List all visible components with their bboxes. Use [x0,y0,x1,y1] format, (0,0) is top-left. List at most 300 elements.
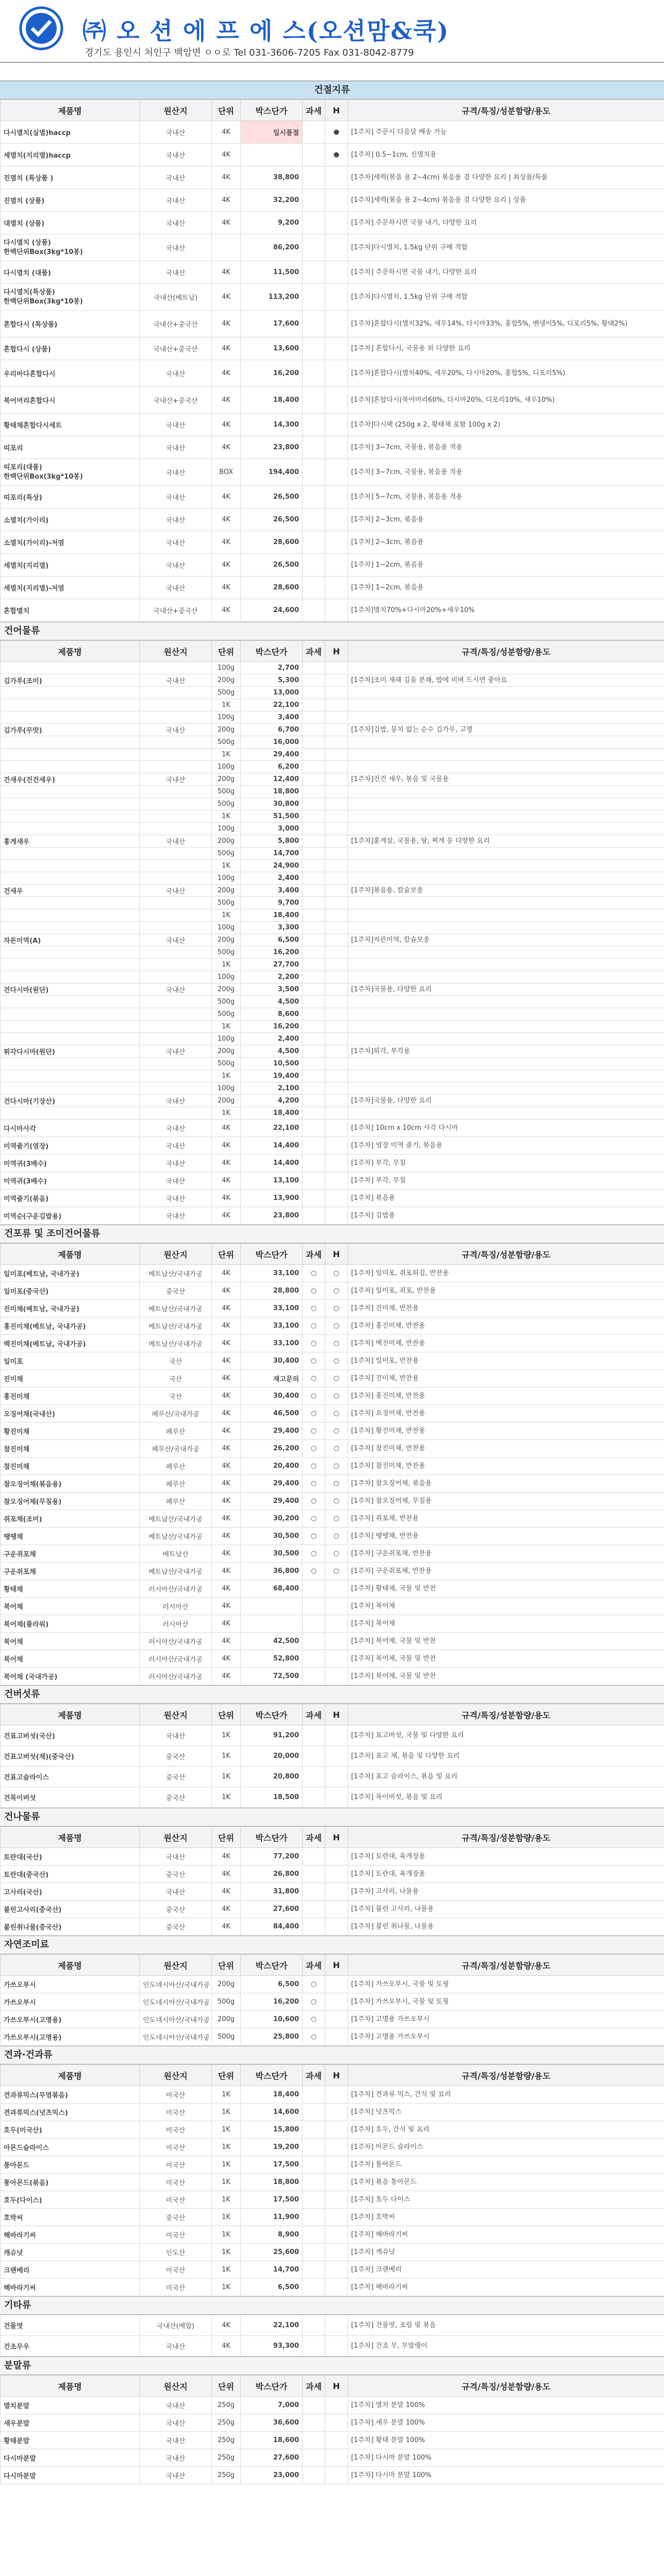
price-cell: 30,500 [241,1528,303,1545]
description-cell [348,897,664,909]
unit-cell: 4K [212,189,241,212]
unit-cell: 4K [212,337,241,360]
table-header-row [1,2376,664,2397]
price-cell: 72,500 [241,1668,303,1685]
origin-cell: 러시아산 [140,1615,212,1633]
unit-cell: 4K [212,1120,241,1137]
tax-cell [303,810,325,823]
haccp-cell [325,1901,348,1918]
product-name: 고사리(국산) [1,1883,140,1901]
tax-cell [303,2414,325,2432]
table-row [1,1993,664,2011]
description-cell [348,922,664,934]
table-header-row [1,100,664,121]
column-header: 단위 [212,1704,241,1725]
description-cell [348,823,664,835]
product-name: 해바라기씨 [1,2226,140,2244]
product-name [1,699,140,711]
column-header: 원산지 [140,1827,212,1848]
table-row [1,1545,664,1563]
haccp-cell [325,1725,348,1746]
description-cell: [1주차] 멸치 분말 100% [348,2397,664,2414]
unit-cell: 1K [212,2104,241,2121]
price-cell: 26,500 [241,486,303,509]
product-name [1,946,140,959]
product-name: 다시마사각 [1,1120,140,1137]
unit-cell: 4K [212,1282,241,1300]
price-cell: 14,600 [241,2104,303,2121]
product-name: 북어채 [1,1598,140,1615]
tax-cell [303,1082,325,1095]
table-row [1,2121,664,2139]
origin-cell [140,798,212,810]
haccp-cell [325,971,348,984]
unit-cell: 4K [212,1475,241,1493]
description-cell: [1주차] 황진미채, 반찬용 [348,1422,664,1440]
price-cell: 13,100 [241,1172,303,1190]
unit-cell: 4K [212,166,241,189]
description-cell: [1주차] 호두 다이스 [348,2191,664,2209]
unit-cell: 250g [212,2414,241,2432]
tax-cell: ○ [303,2028,325,2046]
column-header: 원산지 [140,1704,212,1725]
table-row [1,144,664,166]
price-cell: 52,800 [241,1650,303,1668]
product-name: 호두(미국산) [1,2121,140,2139]
unit-cell: 200g [212,1095,241,1107]
table-row [1,1493,664,1510]
description-cell: [1주차] 부각, 무침 [348,1172,664,1190]
price-cell: 22,100 [241,1120,303,1137]
description-cell: [1주차] 가쓰오부시, 국물 및 토핑 [348,1993,664,2011]
haccp-cell [325,1918,348,1936]
product-name [1,971,140,984]
price-cell: 51,500 [241,810,303,823]
tax-cell [303,121,325,144]
table-row [1,337,664,360]
description-cell: [1주차] 참진미채, 반찬용 [348,1440,664,1458]
product-name: 다시마분말 [1,2449,140,2467]
tax-cell [303,554,325,577]
tax-cell [303,1901,325,1918]
tax-cell [303,1580,325,1598]
description-cell [348,662,664,674]
table-row [1,1787,664,1808]
table-row [1,2086,664,2104]
description-cell: [1주차] 캐슈넛 [348,2244,664,2261]
tax-cell [303,166,325,189]
origin-cell [140,786,212,798]
haccp-cell [325,486,348,509]
unit-cell: 100g [212,971,241,984]
description-cell: [1주차] 북어채, 국물 및 반찬 [348,1668,664,1685]
origin-cell: 국내산 [140,166,212,189]
tax-cell [303,1008,325,1021]
column-header: 제품명 [1,1704,140,1725]
table-row [1,360,664,387]
table-row [1,1033,664,1045]
haccp-cell [325,1172,348,1190]
origin-cell: 베트남산/국내가공 [140,1335,212,1352]
table-row [1,872,664,885]
tax-cell: ○ [303,1405,325,1422]
unit-cell: 1K [212,2174,241,2191]
table-row [1,1918,664,1936]
product-name: 크랜베리 [1,2261,140,2279]
origin-cell: 국내산 [140,360,212,387]
product-name [1,848,140,860]
tax-cell [303,2156,325,2174]
unit-cell: 200g [212,773,241,786]
price-cell: 22,100 [241,699,303,711]
haccp-cell [325,1993,348,2011]
tax-cell [303,189,325,212]
tax-cell [303,1070,325,1082]
table-row [1,509,664,531]
description-cell [348,1033,664,1045]
unit-cell: 200g [212,934,241,946]
description-cell [348,996,664,1008]
price-cell: 10,600 [241,2011,303,2028]
product-name: 띠포리(특상) [1,486,140,509]
price-cell: 18,600 [241,2432,303,2449]
origin-cell: 중국산 [140,1767,212,1787]
tax-cell [303,711,325,724]
table-row [1,1045,664,1058]
unit-cell: 100g [212,922,241,934]
origin-cell: 국내산+중국산 [140,337,212,360]
product-name: 일미포(베트남, 국내가공) [1,1265,140,1282]
product-name: 건다시마(원단) [1,984,140,996]
column-header: 단위 [212,100,241,121]
origin-cell [140,848,212,860]
table-row [1,810,664,823]
table-row [1,2397,664,2414]
company-name: ㈜ 오 션 에 프 에 스(오션맘&쿡) [82,17,450,45]
table-row [1,1440,664,1458]
product-name [1,897,140,909]
tax-cell [303,459,325,486]
column-header: 규격/특징/성분함량/용도 [348,641,664,662]
origin-cell [140,996,212,1008]
tax-cell [303,848,325,860]
table-row [1,2279,664,2296]
unit-cell: 4K [212,1207,241,1225]
origin-cell: 국내산 [140,1155,212,1172]
haccp-cell: ○ [325,1300,348,1317]
haccp-cell [325,360,348,387]
unit-cell: 200g [212,1976,241,1993]
haccp-cell [325,436,348,459]
haccp-cell [325,848,348,860]
origin-cell [140,1033,212,1045]
origin-cell: 국내산 [140,2397,212,2414]
haccp-cell [325,786,348,798]
haccp-cell [325,2467,348,2484]
unit-cell: 4K [212,1901,241,1918]
unit-cell: 100g [212,1033,241,1045]
haccp-cell [325,1976,348,1993]
product-name: 가쓰오부시(고명용) [1,2028,140,2046]
tax-cell [303,1883,325,1901]
table-row [1,1615,664,1633]
product-name: 토란대(중국산) [1,1866,140,1883]
price-cell: 19,200 [241,2139,303,2156]
origin-cell [140,823,212,835]
origin-cell: 러시아산/국내가공 [140,1668,212,1685]
description-cell: [1주차] 다시마 분말 100% [348,2467,664,2484]
origin-cell: 국내산 [140,436,212,459]
unit-cell: 200g [212,2011,241,2028]
description-cell: [1주차] 오징어채, 반찬용 [348,1405,664,1422]
product-name: 쥐포채(조미) [1,1510,140,1528]
description-cell: [1주차] 김밥용 [348,1207,664,1225]
product-name: 호박씨 [1,2209,140,2226]
origin-cell [140,1070,212,1082]
haccp-cell [325,2414,348,2432]
haccp-cell [325,2397,348,2414]
haccp-cell [325,2261,348,2279]
table-row [1,2315,664,2336]
description-cell [348,798,664,810]
haccp-cell [325,1120,348,1137]
product-name: 불린취나물(중국산) [1,1918,140,1936]
table-row [1,1058,664,1070]
haccp-cell [325,1207,348,1225]
product-name [1,662,140,674]
table-row [1,711,664,724]
section-title: 건포류 및 조미건어물류 [0,1225,664,1243]
unit-cell: 4K [212,1155,241,1172]
product-name: 가쓰오부시 [1,1993,140,2011]
table-header-row [1,2065,664,2086]
description-cell [348,909,664,922]
origin-cell: 국내산 [140,674,212,687]
haccp-cell: ○ [325,1282,348,1300]
haccp-cell [325,2209,348,2226]
table-header-row [1,641,664,662]
origin-cell: 베트남산/국내가공 [140,1510,212,1528]
product-name: 건표고버섯(국산) [1,1725,140,1746]
column-header: 제품명 [1,2065,140,2086]
product-name: 북어채(플라워) [1,1615,140,1633]
tax-cell [303,1137,325,1155]
tax-cell [303,436,325,459]
unit-cell: 200g [212,674,241,687]
origin-cell: 국내산 [140,1725,212,1746]
unit-cell: 4K [212,1883,241,1901]
price-cell: 91,200 [241,1725,303,1746]
origin-cell: 중국산 [140,1918,212,1936]
price-cell: 29,400 [241,1493,303,1510]
description-cell: [1주차] 황태채, 국물 및 반찬 [348,1580,664,1598]
product-name: 건다시마(기장산) [1,1095,140,1107]
haccp-cell: ○ [325,1510,348,1528]
haccp-cell [325,984,348,996]
tax-cell: ○ [303,1335,325,1352]
tax-cell [303,2397,325,2414]
table-row [1,1120,664,1137]
column-header: 단위 [212,1827,241,1848]
origin-cell: 중국산 [140,2209,212,2226]
table-row [1,922,664,934]
tax-cell: ○ [303,1440,325,1458]
tax-cell: ○ [303,1387,325,1405]
haccp-cell [325,2139,348,2156]
price-cell: 46,500 [241,1405,303,1422]
product-name: 세멸치(지리멸)haccp [1,144,140,166]
origin-cell [140,946,212,959]
price-cell: 5,300 [241,674,303,687]
haccp-cell [325,2226,348,2244]
haccp-cell [325,2244,348,2261]
product-name [1,1082,140,1095]
description-cell: [1주차] 건조 무, 무말랭이 [348,2336,664,2357]
column-header: H [325,1244,348,1265]
tax-cell [303,2209,325,2226]
origin-cell [140,1008,212,1021]
product-name: 참오징어채(볶음용) [1,1475,140,1493]
unit-cell: 500g [212,897,241,909]
price-cell: 3,000 [241,823,303,835]
tax-cell: ○ [303,1563,325,1580]
tax-cell [303,2244,325,2261]
table-row [1,1633,664,1650]
origin-cell: 국내산 [140,531,212,554]
haccp-cell [325,1190,348,1207]
price-sections [0,81,664,2484]
unit-cell: 100g [212,872,241,885]
column-header: 단위 [212,641,241,662]
description-cell: [1주차] 주문시 다음달 배송 가능 [348,121,664,144]
price-cell: 68,400 [241,1580,303,1598]
haccp-cell: ○ [325,1265,348,1282]
unit-cell: 1K [212,909,241,922]
unit-cell: 4K [212,531,241,554]
product-name: 해바라기씨 [1,2279,140,2296]
price-cell: 27,600 [241,2449,303,2467]
unit-cell: 4K [212,212,241,234]
table-row [1,1405,664,1422]
product-name: 튀각다시마(원단) [1,1045,140,1058]
unit-cell: 4K [212,554,241,577]
table-row [1,1528,664,1545]
price-cell: 8,600 [241,1008,303,1021]
tax-cell [303,662,325,674]
page-header [0,0,664,63]
table-header-row [1,1704,664,1725]
price-cell: 27,700 [241,959,303,971]
price-cell: 6,700 [241,724,303,736]
column-header: 원산지 [140,1244,212,1265]
table-row [1,261,664,284]
tax-cell [303,885,325,897]
tax-cell [303,234,325,261]
product-name: 소멸치(가이리) [1,509,140,531]
price-table [0,1704,664,1808]
description-cell [348,946,664,959]
column-header: H [325,641,348,662]
tax-cell [303,761,325,773]
unit-cell: 100g [212,823,241,835]
product-name [1,761,140,773]
unit-cell: 4K [212,284,241,311]
origin-cell: 인도네시아산/국내가공 [140,1976,212,1993]
description-cell: [1주차] 참진미채, 반찬용 [348,1458,664,1475]
price-cell: 33,100 [241,1335,303,1352]
table-row [1,946,664,959]
price-cell: 2,400 [241,1033,303,1045]
product-name: 불린고사리(중국산) [1,1901,140,1918]
table-row [1,1848,664,1866]
price-cell: 30,400 [241,1352,303,1370]
unit-cell: 1K [212,1070,241,1082]
column-header: 규격/특징/성분함량/용도 [348,1244,664,1265]
product-name: 미역줄기(염장) [1,1137,140,1155]
unit-cell: 4K [212,414,241,436]
description-cell: [1주차]김밥, 뭉치 없는 순수 김가루, 고명 [348,724,664,736]
description-cell [348,699,664,711]
unit-cell: 500g [212,1008,241,1021]
description-cell: [1주차]혼합다시(북어머리60%, 다시마20%, 디포리10%, 새우10%) [348,387,664,414]
unit-cell: 4K [212,2315,241,2336]
origin-cell [140,810,212,823]
product-name [1,786,140,798]
tax-cell [303,798,325,810]
product-name [1,959,140,971]
column-header: 규격/특징/성분함량/용도 [348,1827,664,1848]
tax-cell [303,2086,325,2104]
price-cell: 11,900 [241,2209,303,2226]
unit-cell: 100g [212,1082,241,1095]
origin-cell: 국내산 [140,261,212,284]
unit-cell: 4K [212,144,241,166]
table-row [1,387,664,414]
table-row [1,1370,664,1387]
tax-cell [303,971,325,984]
column-header: 박스단가 [241,1955,303,1976]
column-header: 과세 [303,2376,325,2397]
price-cell: 30,500 [241,1545,303,1563]
product-name: 세멸치(지리멸) [1,554,140,577]
table-row [1,311,664,337]
origin-cell: 베트남산 [140,1545,212,1563]
tax-cell [303,1615,325,1633]
product-name: 미역순(구운김밥용) [1,1207,140,1225]
origin-cell: 국내산 [140,577,212,599]
product-name: 미역줄기(볶음) [1,1190,140,1207]
product-name: 소멸치(가이리)-저염 [1,531,140,554]
description-cell [348,1082,664,1095]
tax-cell [303,1155,325,1172]
haccp-cell [325,823,348,835]
origin-cell: 중국산 [140,1787,212,1808]
unit-cell: 1K [212,2279,241,2296]
table-row [1,1107,664,1120]
table-row [1,1008,664,1021]
unit-cell: 4K [212,1615,241,1633]
price-cell: 16,200 [241,1021,303,1033]
tax-cell [303,337,325,360]
description-cell: [1주차] 참오징어채, 볶음용 [348,1475,664,1493]
column-header: 박스단가 [241,2376,303,2397]
origin-cell: 국내산 [140,1207,212,1225]
product-name: 땡땡채 [1,1528,140,1545]
description-cell [348,736,664,749]
haccp-cell [325,909,348,922]
haccp-cell: ○ [325,1335,348,1352]
table-row [1,1475,664,1493]
